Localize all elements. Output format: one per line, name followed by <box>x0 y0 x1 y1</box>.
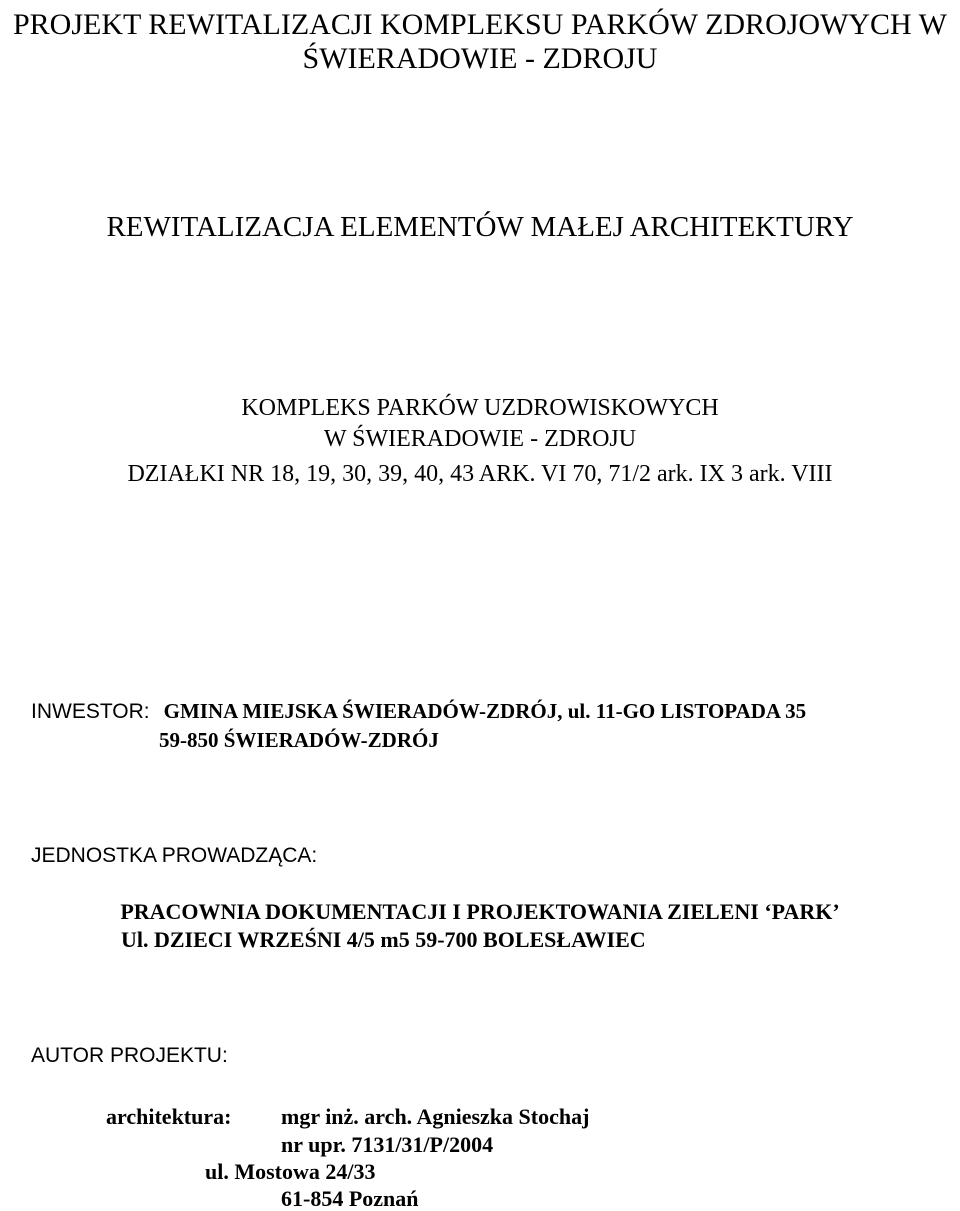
location-parcels: DZIAŁKI NR 18, 19, 30, 39, 40, 43 ARK. VI 70, 71/2 ark. IX 3 ark. VIII <box>127 461 833 487</box>
project-title-line-1: PROJEKT REWITALIZACJI KOMPLEKSU PARKÓW ZDROJOWYCH W <box>12 8 947 41</box>
location-line-2: W ŚWIERADOWIE - ZDROJU <box>323 426 637 452</box>
investor-label: INWESTOR: <box>31 700 150 723</box>
author-city: 61-854 Poznań <box>281 1186 419 1211</box>
investor-name: GMINA MIEJSKA ŚWIERADÓW-ZDRÓJ, ul. 11-GO LISTOPADA 35 <box>163 699 807 723</box>
unit-name: PRACOWNIA DOKUMENTACJI I PROJEKTOWANIA ZIELENI ‘PARK’ <box>120 899 840 924</box>
location-line-1: KOMPLEKS PARKÓW UZDROWISKOWYCH <box>241 395 719 421</box>
unit-label: JEDNOSTKA PROWADZĄCA: <box>31 844 318 867</box>
author-role: architektura: <box>106 1104 232 1129</box>
unit-address: Ul. DZIECI WRZEŚNI 4/5 m5 59-700 BOLESŁAWIEC <box>121 927 646 952</box>
author-street: ul. Mostowa 24/33 <box>205 1159 376 1184</box>
author-license: nr upr. 7131/31/P/2004 <box>281 1132 494 1157</box>
project-subtitle: REWITALIZACJA ELEMENTÓW MAŁEJ ARCHITEKTURY <box>106 211 854 243</box>
investor-row <box>31 701 806 722</box>
author-label: AUTOR PROJEKTU: <box>31 1044 228 1067</box>
project-title-line-2: ŚWIERADOWIE - ZDROJU <box>302 42 658 75</box>
author-name: mgr inż. arch. Agnieszka Stochaj <box>281 1104 590 1129</box>
investor-city: 59-850 ŚWIERADÓW-ZDRÓJ <box>159 728 439 752</box>
